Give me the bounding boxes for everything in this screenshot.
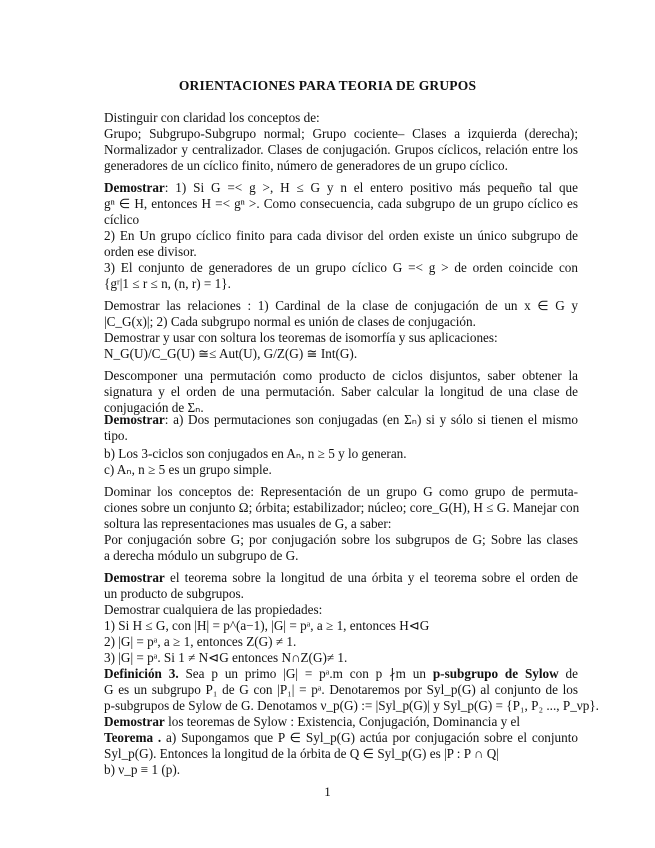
page-number: 1 — [324, 784, 331, 799]
text-segment: Demostrar cualquiera de las propiedades: — [104, 602, 323, 617]
text-segment: {gʳ|1 ≤ r ≤ n, (n, r) = 1}. — [104, 276, 231, 291]
text-segment: conjugación de Σₙ. — [104, 400, 204, 415]
text-segment: tipo. — [104, 428, 128, 443]
text-line — [104, 548, 578, 564]
text-segment: : a) Dos permutaciones son conjugadas (en Σₙ) si y sólo si tienen el mismo — [164, 412, 578, 427]
text-line — [104, 516, 578, 532]
text-line — [104, 126, 578, 142]
page-title: ORIENTACIONES PARA TEORIA DE GRUPOS — [178, 78, 477, 93]
text-segment: gⁿ ∈ H, entonces H =< gⁿ >. Como consecuencia, cada subgrupo de un grupo cíclico es — [104, 196, 578, 211]
text-segment: 1) Si H ≤ G, con |H| = p^(a−1), |G| = pᵃ, a ≥ 1, entonces H⊲G — [104, 618, 430, 633]
text-segment: un producto de subgrupos. — [104, 586, 244, 601]
text-line — [104, 142, 578, 158]
text-segment: ciones sobre un conjunto Ω; órbita; estabilizador; núcleo; core_G(H), H ≤ G. Manejar con — [104, 500, 580, 515]
text-segment: Distinguir con claridad los conceptos de: — [104, 110, 320, 125]
text-segment: orden ese divisor. — [104, 244, 197, 259]
text-segment: a derecha módulo un subgrupo de G. — [104, 548, 299, 563]
text-line — [104, 330, 578, 346]
text-line — [104, 212, 578, 228]
bold-term: p-subgrupo de Sylow — [432, 666, 559, 681]
text-segment: b) Los 3-ciclos son conjugados en Aₙ, n ≥ 5 y lo generan. — [104, 446, 407, 461]
text-line — [104, 180, 578, 196]
bold-term: Definición 3. — [104, 666, 179, 681]
text-line — [104, 532, 578, 548]
text-segment: G es un subgrupo P₁ de G con |P₁| = pᵃ. Denotaremos por Syl_p(G) al conjunto de los — [104, 682, 578, 697]
text-line — [104, 196, 578, 212]
text-line — [104, 762, 578, 778]
bold-term: Demostrar — [104, 714, 165, 729]
bold-term: Teorema . — [104, 730, 162, 745]
text-line — [104, 110, 578, 126]
text-line — [104, 314, 578, 330]
text-line — [104, 698, 599, 714]
text-line — [104, 158, 578, 174]
text-segment: |C_G(x)|; 2) Cada subgrupo normal es unión de clases de conjugación. — [104, 314, 476, 329]
text-segment: generadores de un cíclico finito, número de generadores de un grupo cíclico. — [104, 158, 508, 173]
text-segment: el teorema sobre la longitud de una órbita y el teorema sobre el orden de — [164, 570, 578, 585]
text-segment: Syl_p(G). Entonces la longitud de la órbita de Q ∈ Syl_p(G) es |P : P ∩ Q| — [104, 746, 499, 761]
text-line — [104, 730, 578, 746]
text-segment: 3) El conjunto de generadores de un grupo cíclico G =< g > de orden coincide con — [104, 260, 578, 275]
text-line — [104, 462, 578, 478]
text-segment: 3) |G| = pᵃ. Si 1 ≠ N⊲G entonces N∩Z(G)≠ 1. — [104, 650, 348, 665]
text-segment: de — [558, 666, 578, 681]
text-segment: a) Supongamos que P ∈ Syl_p(G) actúa por conjugación sobre el conjunto — [161, 730, 578, 745]
text-line — [104, 634, 578, 650]
text-segment: N_G(U)/C_G(U) ≅≤ Aut(U), G/Z(G) ≅ Int(G). — [104, 346, 358, 361]
bold-term: Demostrar — [104, 412, 165, 427]
text-line — [104, 746, 578, 762]
text-line — [104, 428, 578, 444]
text-line — [104, 586, 578, 602]
text-line — [104, 570, 578, 586]
text-line — [104, 666, 578, 682]
text-segment: Sea p un primo |G| = pᵃ.m con p ∤m un — [178, 666, 433, 681]
text-line — [104, 484, 578, 500]
text-line — [104, 446, 578, 462]
text-segment: Normalizador y centralizador. Clases de conjugación. Grupos cíclicos, relación entre los — [104, 142, 578, 157]
text-line — [104, 228, 578, 244]
text-line — [104, 260, 578, 276]
text-segment: cíclico — [104, 212, 140, 227]
text-line — [104, 276, 578, 292]
bold-term: Demostrar — [104, 180, 165, 195]
text-segment: los teoremas de Sylow : Existencia, Conjugación, Dominancia y el — [164, 714, 521, 729]
text-line — [104, 244, 578, 260]
text-line — [104, 368, 578, 384]
bold-term: Demostrar — [104, 570, 165, 585]
text-segment: : 1) Si G =< g >, H ≤ G y n el entero positivo más pequeño tal que — [164, 180, 578, 195]
text-segment: Grupo; Subgrupo-Subgrupo normal; Grupo cociente– Clases a izquierda (derecha); — [104, 126, 578, 141]
text-line — [104, 412, 578, 428]
text-segment: Por conjugación sobre G; por conjugación sobre los subgrupos de G; Sobre las clases — [104, 532, 578, 547]
text-line — [104, 500, 578, 516]
text-segment: Dominar los conceptos de: Representación de un grupo G como grupo de permuta- — [104, 484, 578, 499]
text-line — [104, 298, 578, 314]
text-segment: p-subgrupos de Sylow de G. Denotamos ν_p(G) := |Syl_p(G)| y Syl_p(G) = {P₁, P₂ ..., P_νp}. — [104, 698, 599, 713]
text-line — [104, 650, 578, 666]
text-segment: 2) En Un grupo cíclico finito para cada divisor del orden existe un único subgrupo de — [104, 228, 578, 243]
text-segment: c) Aₙ, n ≥ 5 es un grupo simple. — [104, 462, 272, 477]
text-segment: Demostrar las relaciones : 1) Cardinal de la clase de conjugación de un x ∈ G y — [104, 298, 578, 313]
text-segment: soltura las representaciones mas usuales de G, a saber: — [104, 516, 392, 531]
text-line — [104, 682, 578, 698]
text-line — [104, 384, 578, 400]
text-segment: b) ν_p ≡ 1 (p). — [104, 762, 181, 777]
text-line — [104, 602, 578, 618]
text-line — [104, 346, 578, 362]
text-line — [104, 714, 578, 730]
text-segment: 2) |G| = pᵃ, a ≥ 1, entonces Z(G) ≠ 1. — [104, 634, 297, 649]
text-line — [104, 618, 578, 634]
text-segment: signatura y el orden de una permutación. Saber calcular la longitud de una clase de — [104, 384, 578, 399]
text-segment: Descomponer una permutación como producto de ciclos disjuntos, saber obtener la — [104, 368, 578, 383]
text-segment: Demostrar y usar con soltura los teoremas de isomorfía y sus aplicaciones: — [104, 330, 498, 345]
